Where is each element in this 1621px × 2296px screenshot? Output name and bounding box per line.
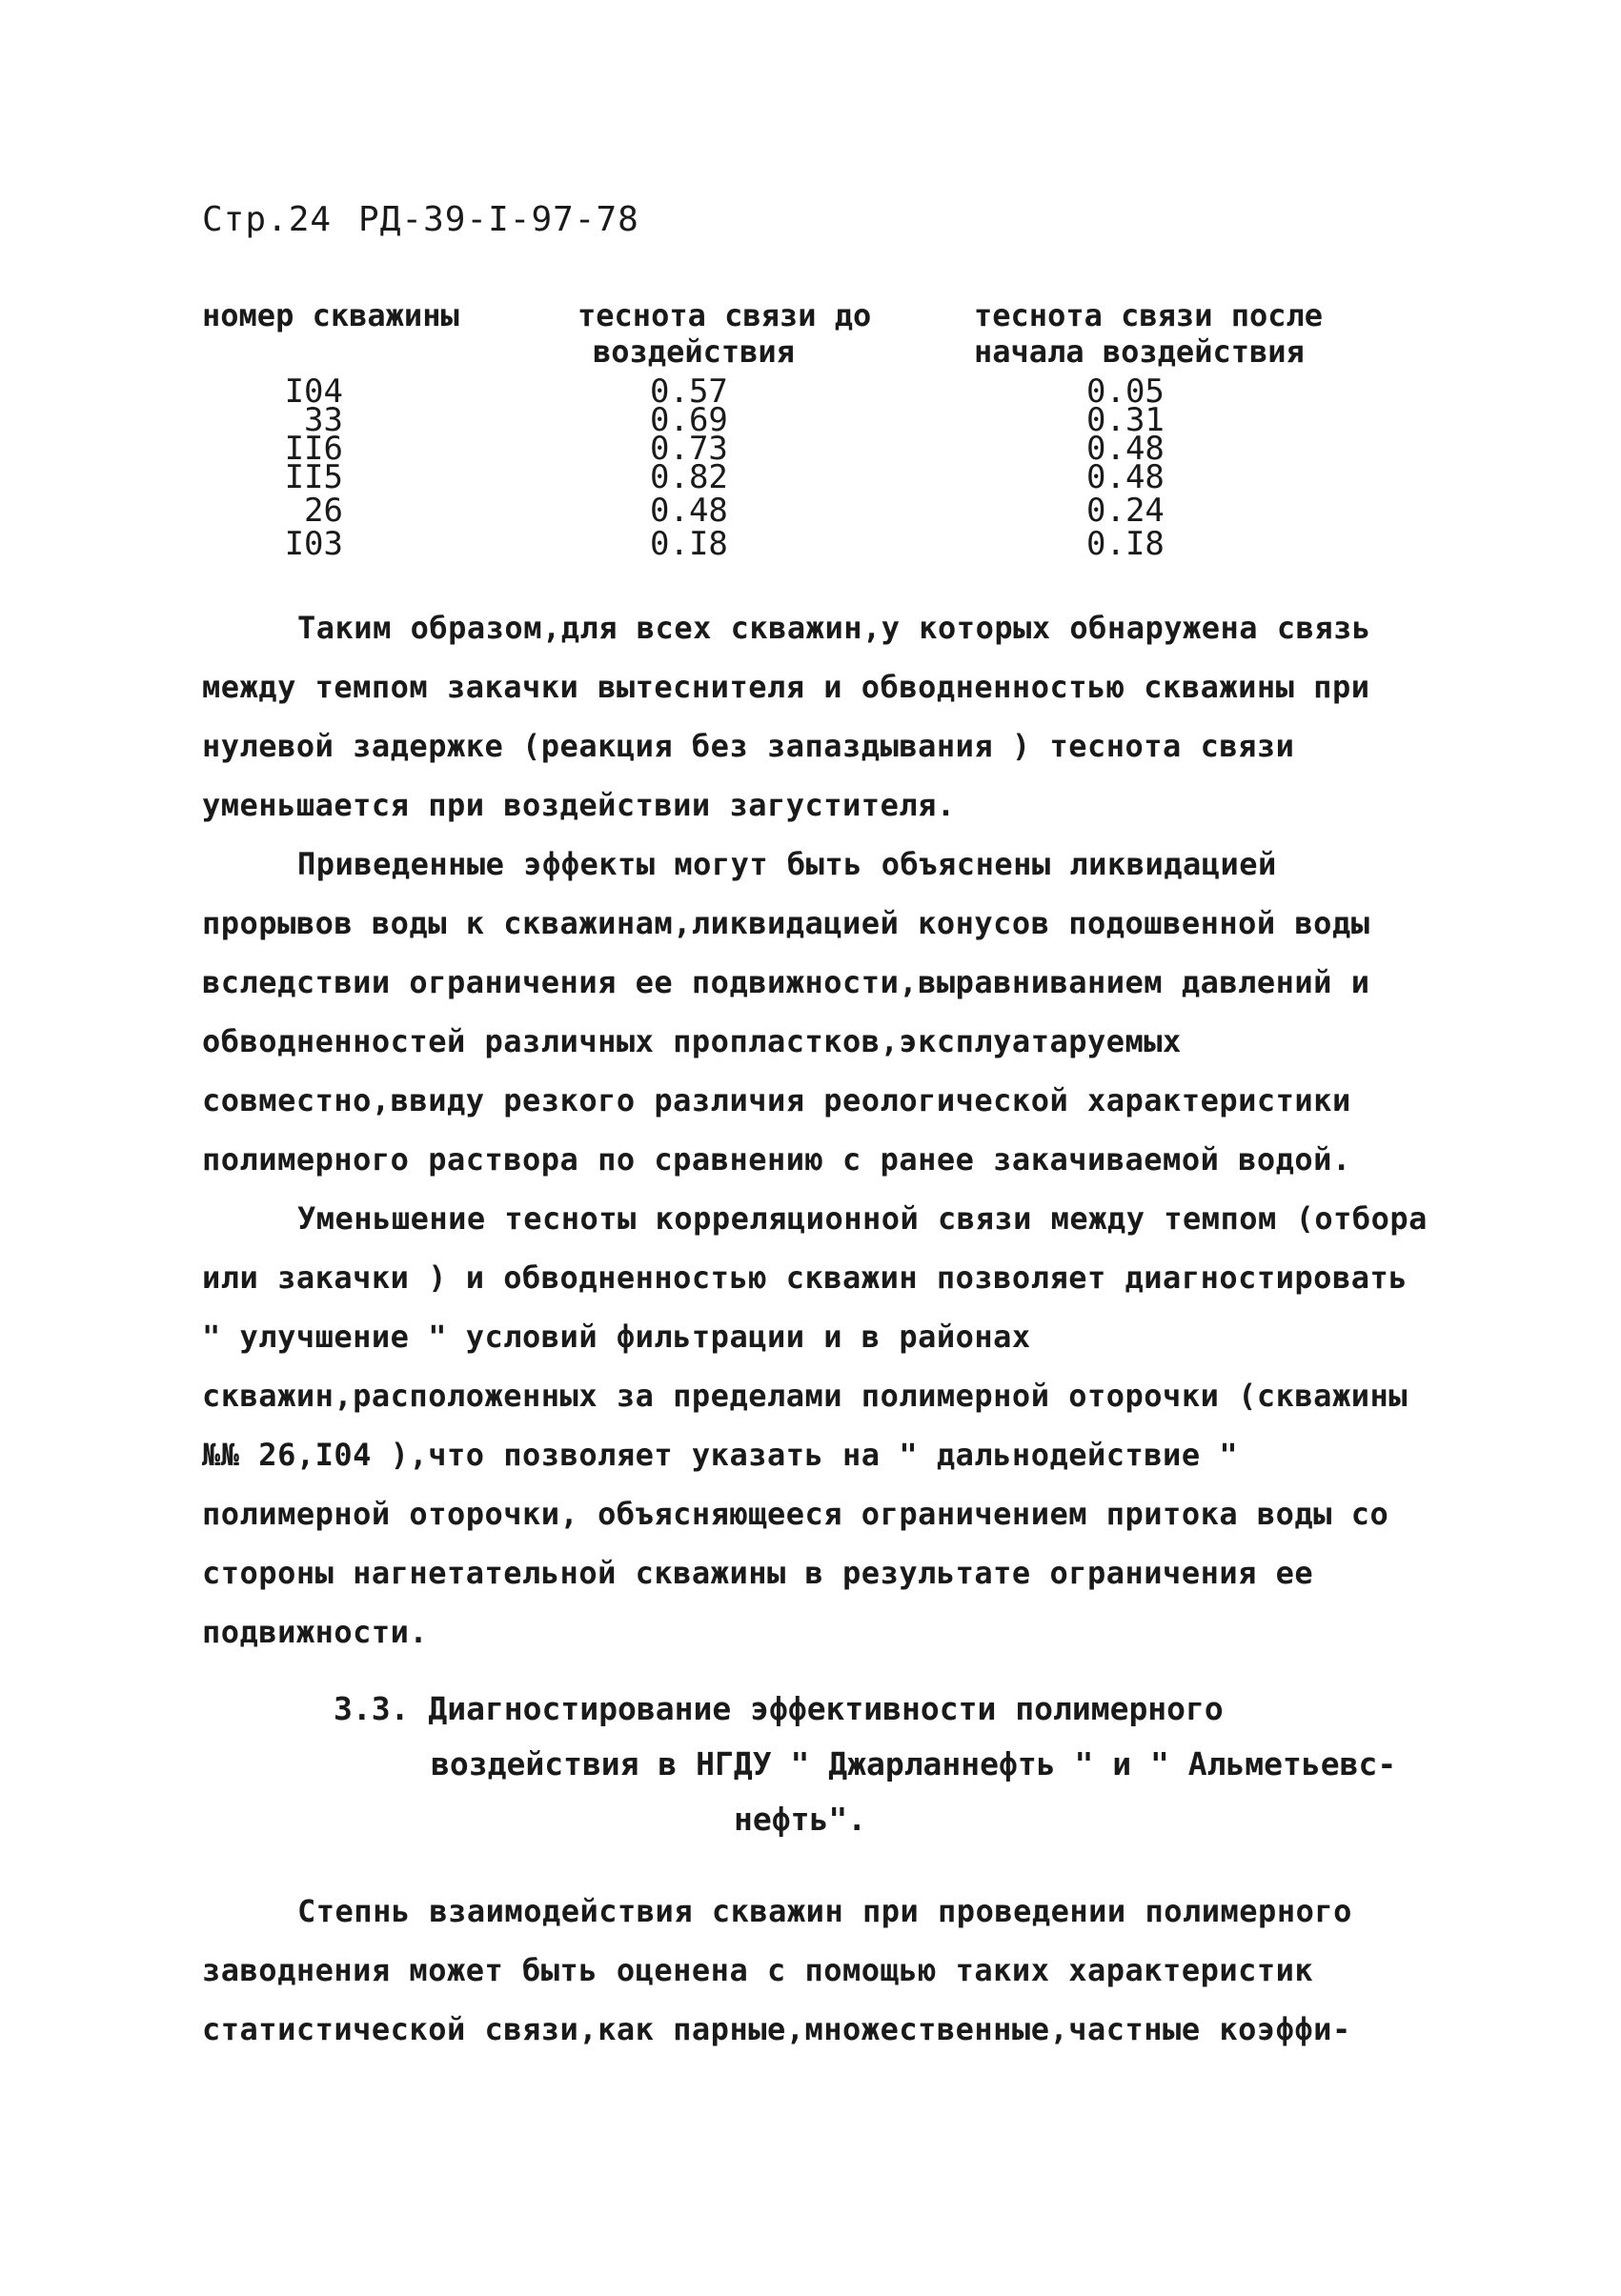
section-heading: 3.3. Диагностирование эффективности полимерного воздействия в НГДУ " Джарланнефть " и " Альметьевс- нефть".	[334, 1690, 1397, 1838]
document-code: РД-39-I-97-78	[358, 200, 639, 239]
page-header	[202, 200, 666, 239]
paragraph-1: Таким образом,для всех скважин,у которых обнаружена связь между темпом закачки вытеснителя и обводненностью скважины при нулевой задержке (реакция без запаздывания ) теснота связи уменьшается при воздействии загустителя.	[202, 610, 1371, 823]
document-page: Стр.24 РД-39-I-97-78 номер скважины теснота связи до воздействия теснота связи после начала воздействия I04 0.57 0.05 33 0.69 0.31 II6 0.73 0.48 II5 0.82 0.48 26 0.48 0.24 I03 0.I8 0.I8 Таким образом,для всех скважин,у которых обнаружена связь между темпом закачки вытеснителя и обводненностью скважины при нулевой задержке (реакция без запаздывания ) теснота связи уменьшается при воздействии загустителя. Приведенные эффекты могут быть объяснены ликвидацией прорывов воды к скважинам,ликвидацией конусов подошвенной воды вследствии ограничения ее подвижности,выравниванием давлений и обводненностей различных пропластков,эксплуатаруемых совместно,ввиду резкого различия реологической характеристики полимерного раствора по сравнению с ранее закачиваемой водой. Уменьшение тесноты корреляционной связи между темпом (отбора или закачки ) и обводненностью скважин позволяет диагностировать " улучшение " условий фильтрации и в районах скважин,расположенных за пределами полимерной оторочки (скважины №№ 26,I04 ),что позволяет указать на " дальнодействие " полимерной оторочки, объясняющееся ограничением притока воды со стороны нагнетательной скважины в результате ограничения ее подвижности. 3.3. Диагностирование эффективности полимерного воздействия в НГДУ " Джарланнефть " и " Альметьевс- нефть". Степнь взаимодействия скважин при проведении полимерного заводнения может быть оценена с помощью таких характеристик статистической связи,как парные,множественные,частные коэффи-	[0, 0, 1621, 2296]
paragraph-2: Приведенные эффекты могут быть объяснены ликвидацией прорывов воды к скважинам,ликвидацией конусов подошвенной воды вследствии ограничения ее подвижности,выравниванием давлений и обводненностей различных пропластков,эксплуатаруемых совместно,ввиду резкого различия реологической характеристики полимерного раствора по сравнению с ранее закачиваемой водой.	[202, 846, 1370, 1178]
table-header-well: номер скважины	[202, 297, 459, 333]
paragraph-3: Уменьшение тесноты корреляционной связи между темпом (отбора или закачки ) и обводненностью скважин позволяет диагностировать " улучшение " условий фильтрации и в районах скважин,расположенных за пределами полимерной оторочки (скважины №№ 26,I04 ),что позволяет указать на " дальнодействие " полимерной оторочки, объясняющееся ограничением притока воды со стороны нагнетательной скважины в результате ограничения ее подвижности.	[202, 1200, 1428, 1650]
paragraph-4: Степнь взаимодействия скважин при проведении полимерного заводнения может быть оценена с помощью таких характеристик статистической связи,как парные,множественные,частные коэффи-	[202, 1893, 1352, 2047]
page-number: Стр.24	[202, 200, 333, 239]
table-header-after: теснота связи после начала воздействия	[974, 297, 1324, 370]
table-header-before: теснота связи до воздействия	[577, 297, 872, 370]
